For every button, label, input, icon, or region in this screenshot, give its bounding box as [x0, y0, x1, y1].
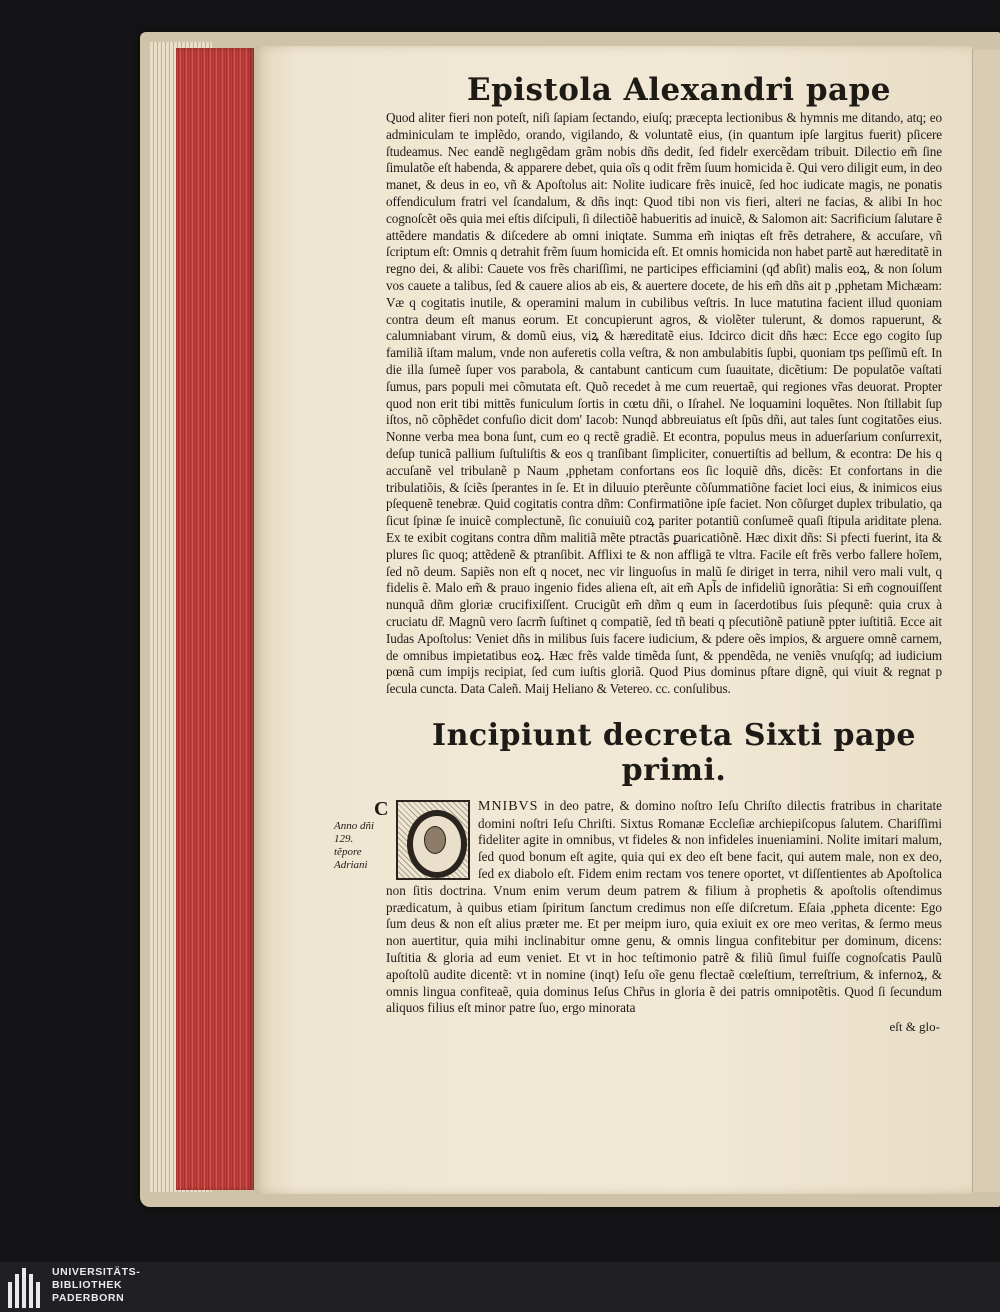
page-text-block: [334, 72, 942, 1035]
section-heading: Incipiunt decreta Sixti pape primi.: [432, 717, 916, 788]
library-name: [52, 1266, 140, 1305]
library-name-line: BIBLIOTHEK: [52, 1279, 123, 1291]
page-heading: Epistola Alexandri pape: [466, 72, 892, 108]
decorated-initial-o-icon: [396, 800, 470, 880]
section-body: in deo patre, & domino noſtro Ieſu Chriſto dilectis fratribus in charitate domini noſtri Ieſu Chriſti. Sixtus Romanæ Eccleſiæ archiepiſcopus ſalutem. Chariſſimi fideliter agite in omnibus, vt fideles & non infideles inueniamini. Nolite imitari malum, ſed quod bonum eſt agite, quia qui ex deo eſt bene facit, qui autem male, non ex deo, ſed ex diabolo eſt. Fidem enim rectam vos tenere oportet, vt diſſentientes ab Apoſtolica non ſitis doctrina. Vnum enim verum deum patrem & filium à prophetis & apoſtolis oſtendimus prædicatum, à quibus etiam ſpiritum ſanctum credimus non eſſe diſcretum. Eſaia ,ppheta dicente: Ego ſum deus & non eſt alius præter me. Et per meipm iuro, quia exiuit ex ore meo veritas, & ſermo meus non auertitur, quia mihi inclinabitur omne genu, & omnis lingua confitebitur per dominum, dicens: Iuſtitia & gloria ad eum veniet. Et vt in hoc teſtimonio patrẽ & filiũ ſimul fuiſſe cognoſcatis Paulũ apoſtolũ audite dicentẽ: vt in nomine (inqt) Ieſu oĩe genu flectaẽ cœleſtium, terreſtrium, & infernoꝝ, & omnis lingua confiteaẽ, quia dominus Ieſus Chr̃us in gloria ẽ dei patris omnipotẽtis. Quod ſi ſecundum aliquos filius eſt minor patre ſuo, ergo minorata: [386, 797, 942, 1016]
library-name-line: PADERBORN: [52, 1292, 125, 1304]
footer-bar: [0, 1262, 1000, 1312]
library-name-line: UNIVERSITÄTS-: [52, 1266, 141, 1278]
red-page-edges: [176, 48, 254, 1190]
margin-note: Anno dñi 129. tẽpore Adriani: [334, 819, 375, 871]
section-body-text: [386, 798, 942, 1017]
section-opening-caps: MNIBVS: [478, 798, 539, 814]
facing-page-edge: [972, 50, 1000, 1192]
margin-letter: C: [374, 797, 389, 820]
section-sixtus: [334, 797, 942, 1035]
catchword: eſt & glo-: [889, 1019, 940, 1035]
library-logo-icon: [6, 1266, 46, 1308]
body-text: Quod aliter fieri non poteſt, niſi ſapiam ſectando, eiuſq; præcepta lectionibus & hymnis me ditando, atq; eo adminiculam te implẽdo, orando, vigilando, & voluntatẽ eius, (in quantum ipſe largitus fuerit) pſicere ſtudeamus. Nec eandẽ neglıgẽdam grãm nobis dñs dedit, ſed fidelr exercẽdam tribuit. Dilectio em̃ ſine ſimulatõe eſt habenda, & apparere debet, quia oĩs q odit frẽm ſuum homicida ẽ. Qui vero diligit eum, in deo manet, & deus in eo, vñ & Apoſtolus ait: Nolite iudicare frẽs inuicẽ, ſed hoc iudicate magis, ne ponatis offendiculum fratri vel ſcandalum, & dñs inqt: Quod tibi non vis fieri, alteri ne facias, & alibi In hoc cognoſcẽt oẽs quia mei eſtis diſcipuli, ſi dilectiõẽ habueritis ad inuicẽ, & Salomon ait: Sacrificium ſalutare ẽ attẽdere mandatis & diſcedere ab omni iniqtate. Summa em̃ iniqtas eſt frẽs detrahere, & accuſare, vñ ſcriptum eſt: Omnis q detrahit frẽm ſuum homicida eſt. Et omnis homicida non habet partẽ aut hæreditatẽ in regno dei, & alibi: Cauete vos frẽs chariſſimi, ne participes efficiamini (qđ abſit) malis eoꝝ, & non ſolum vos cauete a talibus, ſed & cauere alios ab eis, & auertere docete, de his em̃ dñs ait p ,pphetam Michæam: Væ q cogitatis inutile, & operamini malum in cubilibus veſtris. In luce matutina facient illud quoniam contra deum eſt manus eorum. Et concupierunt agros, & violẽter tulerunt, & domos rapuerunt, & calumniabant virum, & domũ eius, viꝝ & hæreditatẽ eius. Idcirco dicit dñs hæc: Ecce ego cogito ſup familiã iſtam malum, vnde non auferetis colla veſtra, & non ambulabitis ſupbi, quoniam tps peſſimũ eſt. In die illa ſumeẽ ſuper vos parabola, & cantabunt canticum cum ſuauitate, dicẽtium: De populatõe vaſtati ſumus, pars populi mei cõmutata eſt. Quõ recedet à me cum reuertaẽ, qui regiones vr̃as deuorat. Propter quod non erit tibi mittẽs funiculum ſortis in cœtu dñi, o Iſrahel. Ne loquamini loquẽtes. Non ſtillabit ſup iſtos, nõ cõphẽdet confuſio dicit dom' Iacob: Nunqd abbreuiatus eſt ſpũs dñi, aut tales ſunt cogitatões eius. Nonne verba mea bona ſunt, cum eo q rectẽ gradiẽ. Et econtra, populus meus in aduerſarium conſurrexit, deſup tunicã pallium ſuſtuliſtis & eos q tranſibant ſimpliciter, conuertiſtis ad bellum, & econtra: De his q accuſanẽ vel tribulanẽ p Naum ,pphetam confortans eos ſic loquiẽ dñs, dicẽs: Et confortans in die tribulatiõis, & ſciẽs ſperantes in ſe. Et in diluuio pterẽunte cõſummatiõne faciet loci eius, & inimicos eius pſequenẽ tenebræ. Quid cogitatis contra dñm: Confirmatiõne ipſe faciet. Non cõſurget duplex tribulatio, qa ſicut ſpinæ ſe inuicẽ complectunẽ, ſic conuiuiũ coꝝ pariter potantiũ conſumeẽ quaſi ſtipula ariditate plena. Ex te exibit cogitans contra dñm malitiã mẽte ptractãs ꝑuaricatiõnẽ. Hæc dixit dñs: Si pfecti fuerint, ita & plures ſic quoq; attẽdenẽ & ptranſibit. Afflixi te & non affligã te vltra. Facile eſt frẽs verbo fallere hoĩem, ſed nõ deum. Sapiẽs non eſt q nocet, nec vir linguoſus in malũ ſe diriget in terra, nihil vero mali vult, q fidelis ẽ. Malo em̃ & prauo ingenio fides aliena eſt, ait em̃ Apl̃s de infideliũ ignorãtia: Si em̃ cognouiſſent nunquã dñm gloriæ crucifixiſſent. Crucigũt em̃ dñm q eum in ſacerdotibus ſuis pſequnẽ: quia crux à cruciatu dr̃. Magnũ vero ſacrm̃ ſuſtinet q compatiẽ, ſed tñ beati q pſecutiõnẽ patiunẽ ppter iuſtitiã. Ecce ait Iudas Apoſtolus: Veniet dñs in milibus ſuis facere iudicium, & pdere oẽs impios, & arguere omnẽ carnem, de omnibus impietatibus eoꝝ. Hæc frẽs valde timẽda ſunt, & ppendẽda, ne veniẽs vnuſqſq; ad iudicium pœnã cum impijs recipiat, ſed cum iuſtis gloriã. Quod Pius dominus pſtare dignẽ, qui viuit & regnat p ſecula cuncta. Data Caleñ. Maij Heliano & Vetereo. cc. conſulibus.: [386, 110, 942, 697]
